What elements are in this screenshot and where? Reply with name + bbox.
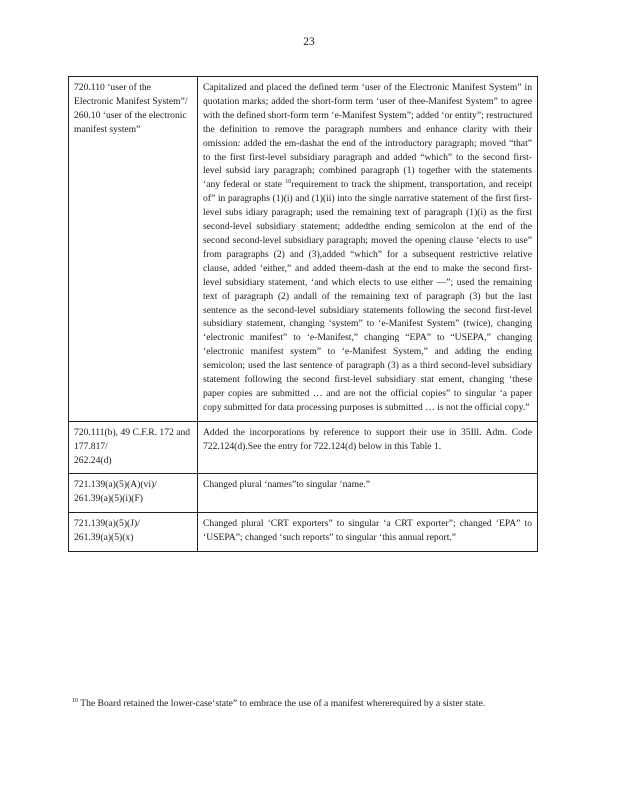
section-citation: 262.24(d): [74, 454, 112, 466]
section-citation: 261.39(a)(5)(x): [74, 532, 134, 544]
table-row: [69, 474, 538, 513]
footnote-reference: 10: [285, 179, 292, 186]
section-citation: 721.139(a)(5)(A)(vi)/: [74, 479, 157, 491]
summary-cell: [198, 421, 538, 474]
section-citation: 720.110 ‘user of the Electronic Manifest System”/: [74, 82, 188, 107]
section-cell: [69, 513, 198, 552]
section-citation: 261.39(a)(5)(i)(F): [74, 493, 143, 505]
summary-text: Added the incorporations by reference to support their use in 35Ill. Adm. Code 722.124(d).See the entry for 722.124(d) below in this Table 1.: [203, 426, 532, 452]
section-citation: 720.111(b), 49 C.F.R. 172 and 177.817/: [74, 426, 191, 452]
summary-cell: [198, 77, 538, 422]
section-citation: 721.139(a)(5)(J)/: [74, 518, 140, 530]
section-citation: 260.10 ‘user of the electronic manifest system”: [74, 109, 187, 135]
table-row: [69, 513, 538, 552]
summary-text: Changed plural ‘names”to singular ‘name.”: [203, 479, 371, 491]
section-cell: [69, 474, 198, 513]
summary-cell: [198, 513, 538, 552]
summary-text: Changed plural ‘CRT exporters” to singular ‘a CRT exporter”; changed ‘EPA” to ‘USEPA”; changed ‘such reports” to singular ‘this annual report.”: [203, 518, 532, 544]
section-cell: [69, 77, 198, 422]
section-cell: [69, 421, 198, 474]
summary-cell: [198, 474, 538, 513]
comparison-table: [68, 76, 538, 552]
footnote-marker: 10: [72, 697, 78, 704]
summary-text: Capitalized and placed the defined term ‘user of the Electronic Manifest System” in quotation marks; added the short-form term ‘user of thee-Manifest System” to agree with the defined short-form term ‘e-Manifest System”; added ‘or entity”; restructured the definition to remove the paragraph numbers and enhance clarity with their omission: added the em-dashat the end of the introductory paragraph; moved “that” to the first first-level subsidiary paragraph and added “which” to the second first-level subsid iary paragraph; combined paragraph (1) together with the statements ‘any federal or state: [203, 82, 532, 191]
footnote-text: The Board retained the lower-case‘state” to embrace the use of a manifest whererequired by a sister state.: [80, 698, 486, 709]
summary-text: requirement to track the shipment, transportation, and receipt of” in paragraphs (1)(i) and (1)(ii) into the single narrative statement of the first first-level subs idiary paragraph; used the remaining text of paragraph (1)(i) as the first second-level subsidiary statement; addedthe ending semicolon at the end of the second second-level subsidiary paragraph; moved the opening clause ‘elects to use” from paragraphs (2) and (3),added “which” for a subsequent restrictive relative clause, added ‘either,” and added theem-dash at the end to make the second first-level subsidiary statement, ‘and which elects to use either —”; used the remaining text of paragraph (2) andall of the remaining text of paragraph (3) but the last sentence as the second-level subsidiary statements following the second first-level subsidiary statement, changing ‘system” to ‘e-Manifest System” (twice), changing ‘electronic manifest” to ‘e-Manifest,” changing “EPA” to “USEPA,” changing ‘electronic manifest system” to ‘e-Manifest System,” and adding the ending semicolon; used the last sentence of paragraph (3) as a third second-level subsidiary statement following the second first-level subsidiary stat ement, changing ‘these paper copies are submitted … and are not the official copies” to singular ‘a paper copy submitted for data processing purposes is submitted … is not the official copy.”: [203, 179, 532, 413]
table-row: [69, 421, 538, 474]
page-number: 23: [303, 36, 315, 48]
footnote: [72, 697, 530, 711]
table-row: [69, 77, 538, 422]
